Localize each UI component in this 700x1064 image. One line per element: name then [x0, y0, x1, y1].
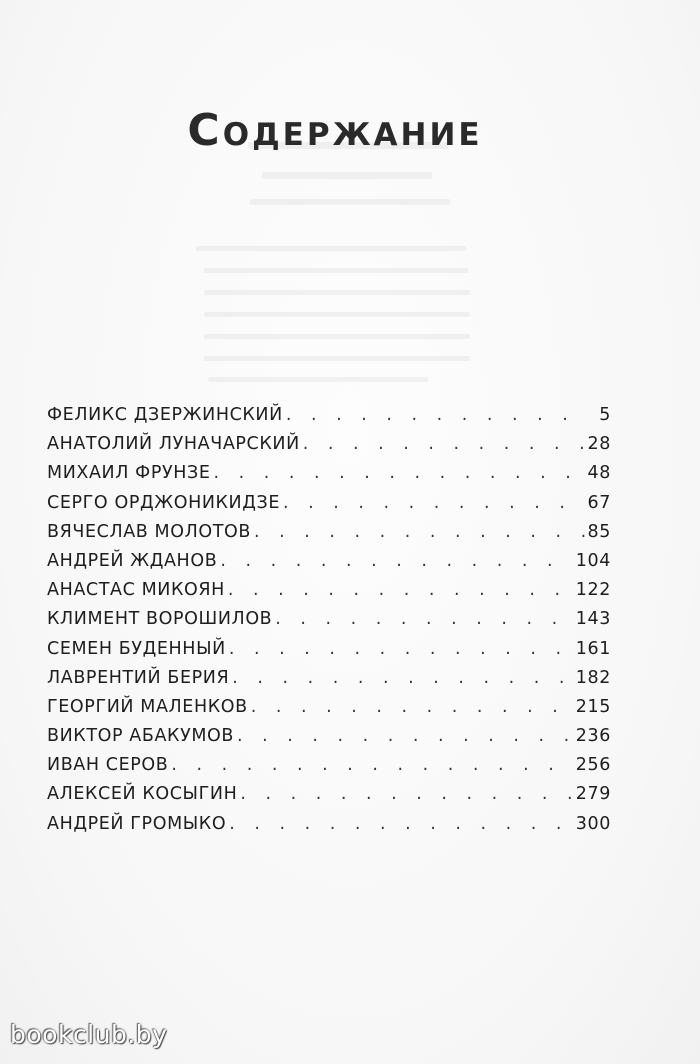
watermark-text: bookclub.by [10, 1020, 168, 1049]
toc-leader-dots [229, 814, 573, 834]
toc-entry-page: 300 [575, 813, 611, 834]
toc-entry-page: 256 [575, 755, 611, 776]
toc-entry [47, 814, 611, 843]
toc-entry [47, 434, 611, 463]
toc-entry-name: ВЯЧЕСЛАВ МОЛОТОВ [47, 521, 252, 542]
toc-entry-page: 161 [575, 638, 611, 659]
toc-entry [47, 551, 611, 580]
toc-entry-name: АНАСТАС МИКОЯН [47, 580, 225, 601]
bleed-through-line [204, 356, 470, 361]
toc-entry-page: 279 [575, 784, 611, 805]
toc-leader-dots [240, 784, 572, 804]
toc-leader-dots [229, 639, 573, 659]
toc-leader-dots [237, 726, 573, 746]
bleed-through-line [204, 290, 470, 295]
toc-entry [47, 493, 611, 522]
toc-entry [47, 463, 611, 492]
toc-leader-dots [303, 434, 585, 454]
toc-entry [47, 697, 611, 726]
toc-entry-name: АНДРЕЙ ГРОМЫКО [47, 813, 227, 834]
toc-entry-name: АНАТОЛИЙ ЛУНАЧАРСКИЙ [47, 434, 300, 455]
toc-entry-name: ЛАВРЕНТИЙ БЕРИЯ [47, 667, 230, 688]
toc-entry-page: 48 [587, 463, 611, 484]
toc-entry-name: ГЕОРГИЙ МАЛЕНКОВ [47, 696, 248, 717]
toc-entry-name: ФЕЛИКС ДЗЕРЖИНСКИЙ [47, 405, 283, 425]
toc-leader-dots [213, 463, 584, 483]
toc-leader-dots [275, 609, 573, 629]
toc-entry [47, 784, 611, 813]
bleed-through-line [204, 268, 468, 273]
table-of-contents [47, 405, 611, 843]
toc-entry [47, 522, 611, 551]
toc-leader-dots [283, 493, 585, 513]
toc-entry-name: СЕМЕН БУДЕННЫЙ [47, 638, 226, 659]
toc-entry [47, 755, 611, 784]
toc-entry [47, 405, 611, 434]
toc-entry [47, 639, 611, 668]
bleed-through-line [262, 172, 432, 179]
toc-leader-dots [171, 755, 572, 775]
bleed-through-line [250, 199, 450, 205]
toc-entry-page: 5 [599, 405, 611, 425]
bleed-through-line [204, 312, 470, 317]
toc-leader-dots [228, 580, 573, 600]
toc-entry-page: 28 [587, 434, 611, 455]
toc-leader-dots [251, 697, 573, 717]
toc-entry-name: ВИКТОР АБАКУМОВ [47, 726, 235, 747]
toc-entry-page: 236 [575, 726, 611, 747]
toc-leader-dots [232, 668, 573, 688]
toc-entry [47, 609, 611, 638]
toc-entry-page: 215 [575, 696, 611, 717]
bleed-through-line [204, 334, 470, 339]
toc-entry-page: 182 [575, 667, 611, 688]
toc-entry [47, 580, 611, 609]
page-title: Содержание [187, 105, 483, 157]
toc-entry-name: КЛИМЕНТ ВОРОШИЛОВ [47, 609, 273, 630]
toc-entry-page: 104 [575, 550, 611, 571]
toc-leader-dots [254, 522, 585, 542]
toc-entry [47, 726, 611, 755]
toc-entry-page: 122 [575, 580, 611, 601]
bleed-through-line [208, 377, 428, 382]
toc-entry-page: 67 [587, 492, 611, 513]
toc-entry [47, 668, 611, 697]
toc-entry-name: АНДРЕЙ ЖДАНОВ [47, 550, 218, 571]
toc-entry-name: МИХАИЛ ФРУНЗЕ [47, 463, 211, 484]
toc-leader-dots [286, 405, 586, 425]
toc-entry-page: 143 [575, 609, 611, 630]
toc-entry-name: АЛЕКСЕЙ КОСЫГИН [47, 784, 238, 805]
toc-entry-name: СЕРГО ОРДЖОНИКИДЗЕ [47, 492, 280, 513]
toc-entry-name: ИВАН СЕРОВ [47, 755, 169, 776]
bleed-through-line [196, 246, 466, 251]
toc-entry-page: 85 [587, 521, 611, 542]
toc-leader-dots [220, 551, 572, 571]
